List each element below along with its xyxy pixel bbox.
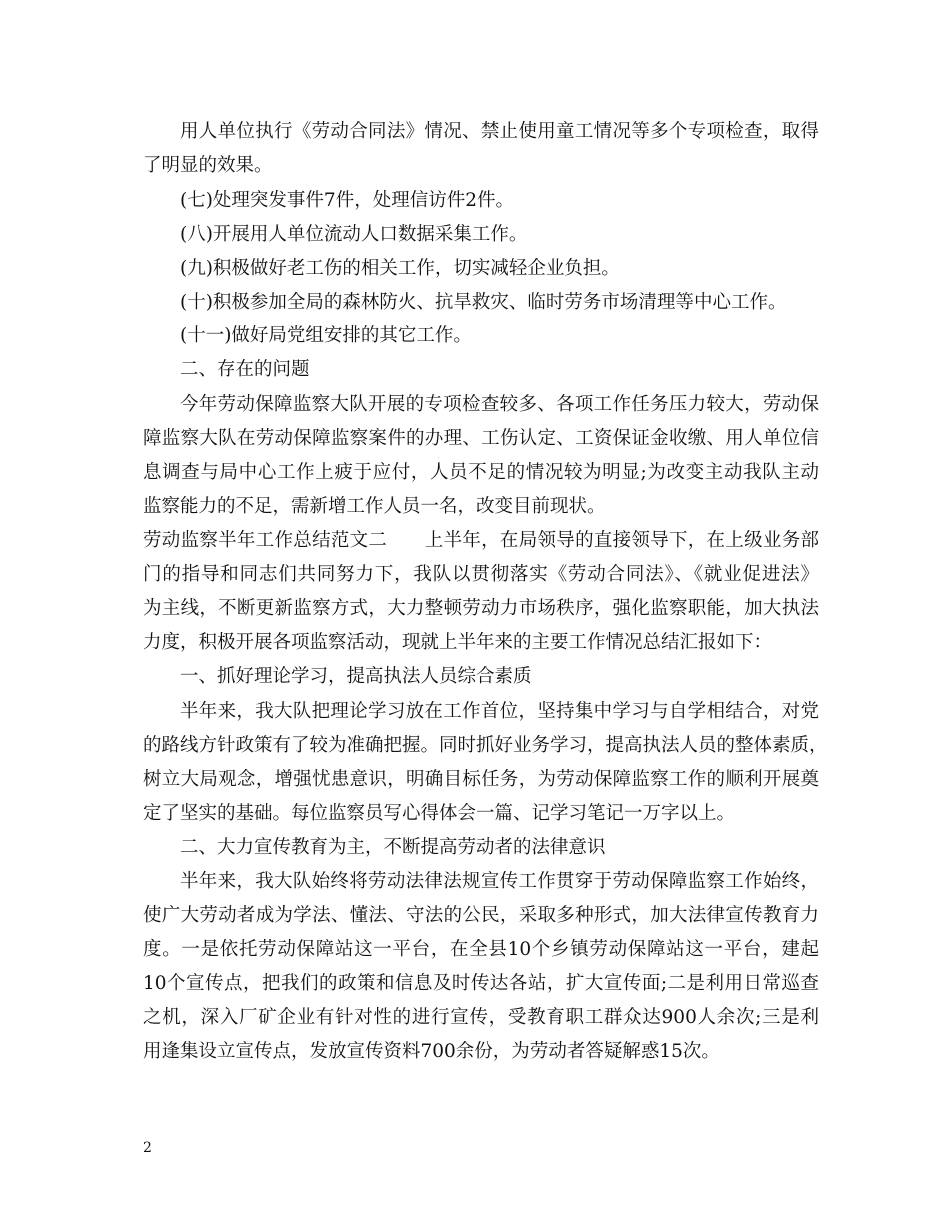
text-line: 度。一是依托劳动保障站这一平台，在全县10个乡镇劳动保障站这一平台，建起 xyxy=(143,939,819,960)
text-line: 监察能力的不足，需新增工作人员一名，改变目前现状。 xyxy=(143,496,606,517)
text-line: 劳动监察半年工作总结范文二 上半年，在局领导的直接领导下，在上级业务部 xyxy=(143,530,819,551)
page-number: 2 xyxy=(143,1140,152,1156)
section-heading: 二、存在的问题 xyxy=(180,359,310,380)
text-line: 门的指导和同志们共同努力下，我队以贯彻落实《劳动合同法》、《就业促进法》 xyxy=(143,564,819,585)
text-line: 半年来，我大队把理论学习放在工作首位，坚持集中学习与自学相结合，对党 xyxy=(180,701,819,722)
text-line: 10个宣传点，把我们的政策和信息及时传达各站，扩大宣传面;二是利用日常巡查 xyxy=(143,973,819,994)
text-line: (八)开展用人单位流动人口数据采集工作。 xyxy=(180,224,528,245)
text-line: 的路线方针政策有了较为准确把握。同时抓好业务学习，提高执法人员的整体素质， xyxy=(143,735,828,756)
text-line: (七)处理突发事件7件，处理信访件2件。 xyxy=(180,190,514,211)
text-line: 为主线，不断更新监察方式，大力整顿劳动力市场秩序，强化监察职能，加大执法 xyxy=(143,598,819,619)
text-line: 息调查与局中心工作上疲于应付，人员不足的情况较为明显;为改变主动我队主动 xyxy=(143,462,819,483)
text-line: (十)积极参加全局的森林防火、抗旱救灾、临时劳务市场清理等中心工作。 xyxy=(180,292,787,313)
text-line: 力度，积极开展各项监察活动，现就上半年来的主要工作情况总结汇报如下： xyxy=(143,632,773,653)
text-line: 树立大局观念，增强忧患意识，明确目标任务，为劳动保障监察工作的顺利开展奠 xyxy=(143,769,819,790)
text-line: 之机，深入厂矿企业有针对性的进行宣传，受教育职工群众达900人余次;三是利 xyxy=(143,1007,819,1028)
text-line: 今年劳动保障监察大队开展的专项检查较多、各项工作任务压力较大，劳动保 xyxy=(180,394,819,415)
section-heading: 二、大力宣传教育为主，不断提高劳动者的法律意识 xyxy=(180,837,606,858)
text-line: (十一)做好局党组安排的其它工作。 xyxy=(180,325,472,346)
text-line: 使广大劳动者成为学法、懂法、守法的公民，采取多种形式，加大法律宣传教育力 xyxy=(143,905,819,926)
text-line: 定了坚实的基础。每位监察员写心得体会一篇、记学习笔记一万字以上。 xyxy=(143,803,736,824)
text-line: 用逢集设立宣传点，发放宣传资料700余份，为劳动者答疑解惑15次。 xyxy=(143,1041,720,1062)
text-line: 用人单位执行《劳动合同法》情况、禁止使用童工情况等多个专项检查，取得 xyxy=(180,121,819,142)
text-line: 障监察大队在劳动保障监察案件的办理、工伤认定、工资保证金收缴、用人单位信 xyxy=(143,428,819,449)
section-heading: 一、抓好理论学习，提高执法人员综合素质 xyxy=(180,666,532,687)
text-line: 半年来，我大队始终将劳动法律法规宣传工作贯穿于劳动保障监察工作始终， xyxy=(180,871,819,892)
text-line: (九)积极做好老工伤的相关工作，切实减轻企业负担。 xyxy=(180,258,620,279)
text-line: 了明显的效果。 xyxy=(143,155,273,176)
